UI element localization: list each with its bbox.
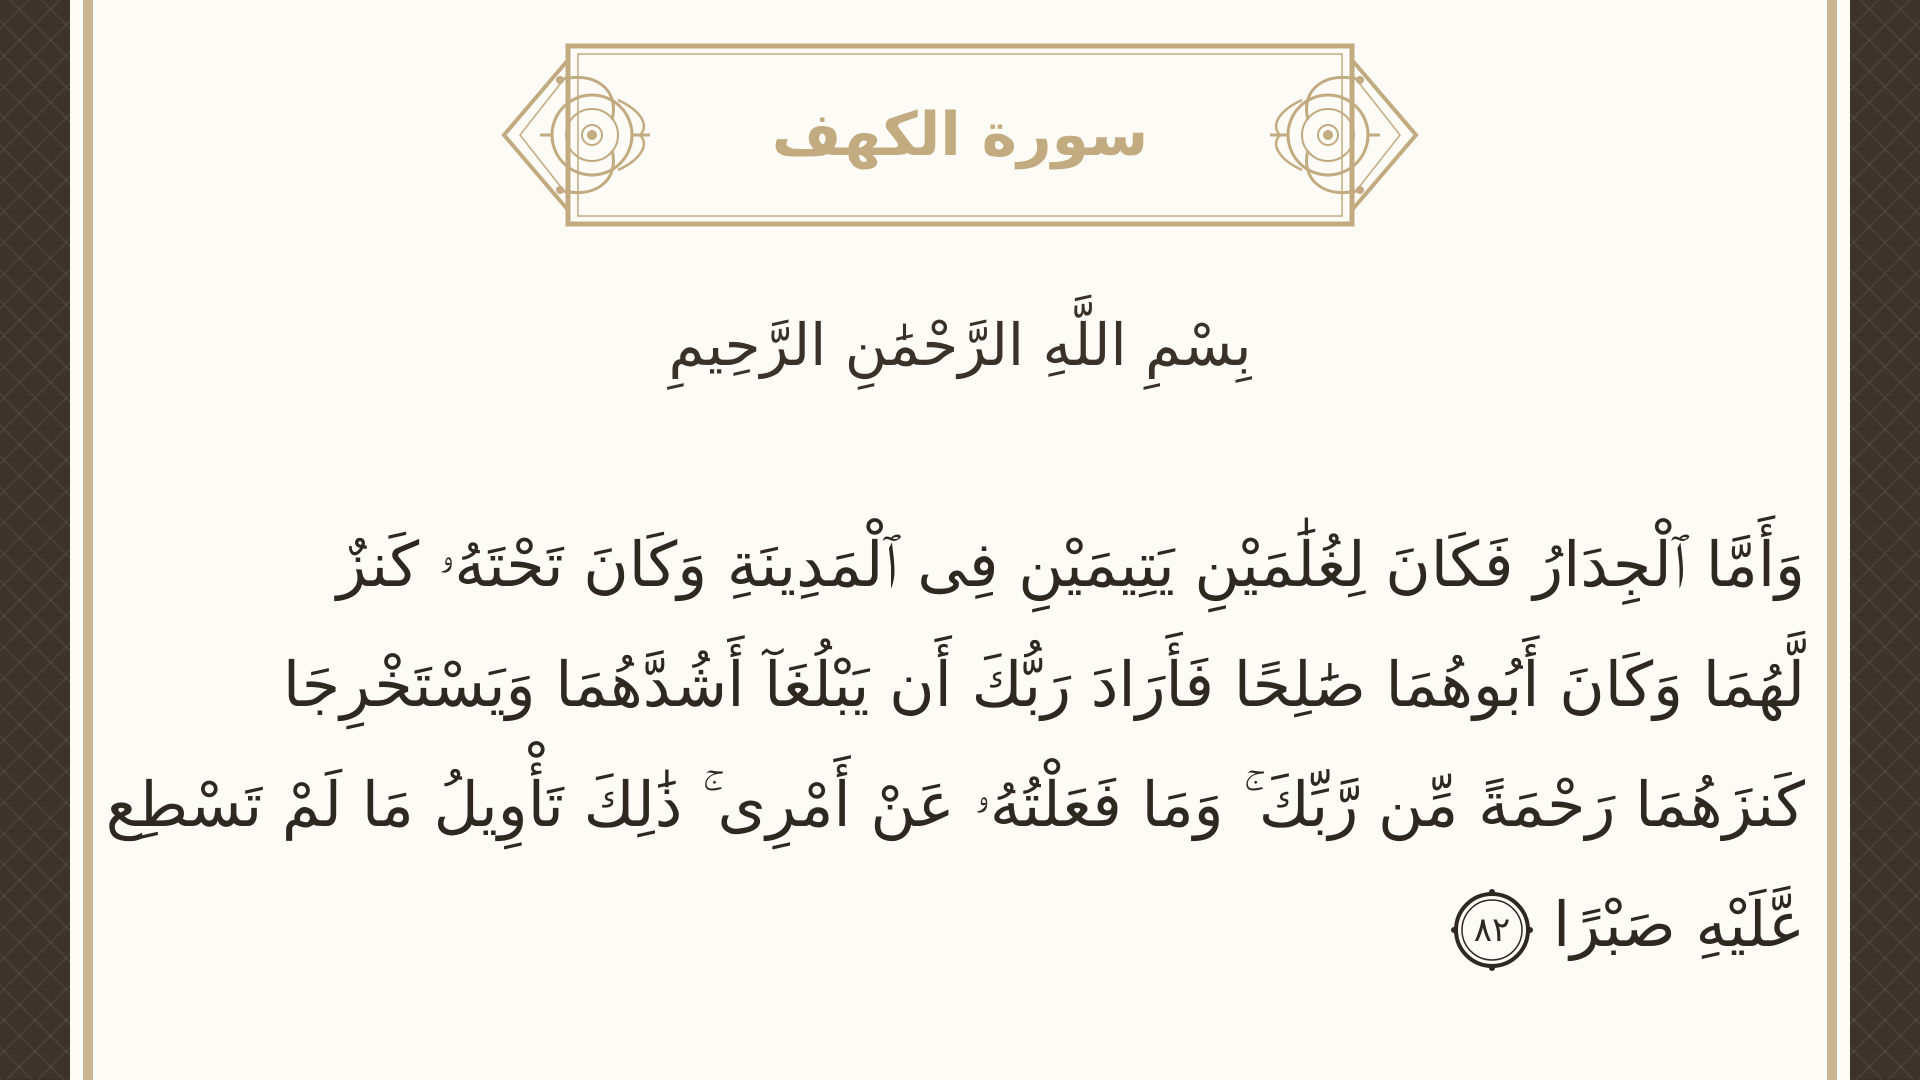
right-gold-rule bbox=[1827, 0, 1837, 1080]
ayah-end-marker bbox=[1451, 889, 1533, 971]
left-cream-band bbox=[70, 0, 83, 1080]
verse-line-1: وَأَمَّا ٱلْجِدَارُ فَكَانَ لِغُلَٰمَيْنِ يَتِيمَيْنِ فِى ٱلْمَدِينَةِ وَكَانَ تَحْتَهُۥ كَنزٌ bbox=[336, 528, 1805, 601]
verse-line-3: كَنزَهُمَا رَحْمَةً مِّن رَّبِّكَ ۚ وَمَا فَعَلْتُهُۥ عَنْ أَمْرِى ۚ ذَٰلِكَ تَأْوِيلُ مَا لَمْ تَسْطِع bbox=[105, 768, 1805, 841]
verse-line-2: لَّهُمَا وَكَانَ أَبُوهُمَا صَٰلِحًا فَأَرَادَ رَبُّكَ أَن يَبْلُغَآ أَشُدَّهُمَا وَيَسْتَخْرِجَا bbox=[282, 648, 1805, 721]
verse-line-4 bbox=[125, 865, 1805, 985]
basmala: بِسْمِ اللَّهِ الرَّحْمَٰنِ الرَّحِيمِ bbox=[668, 311, 1252, 379]
surah-header bbox=[500, 40, 1420, 230]
verse-text bbox=[105, 505, 1805, 985]
surah-title: سورة الكهف bbox=[771, 100, 1149, 170]
right-decorative-border bbox=[1850, 0, 1920, 1080]
left-decorative-border bbox=[0, 0, 70, 1080]
left-gold-rule bbox=[83, 0, 93, 1080]
right-cream-band bbox=[1837, 0, 1850, 1080]
verse-line-4-text: عَّلَيْهِ صَبْرًا bbox=[1553, 888, 1805, 961]
ayah-number: ٨٢ bbox=[1473, 909, 1511, 950]
